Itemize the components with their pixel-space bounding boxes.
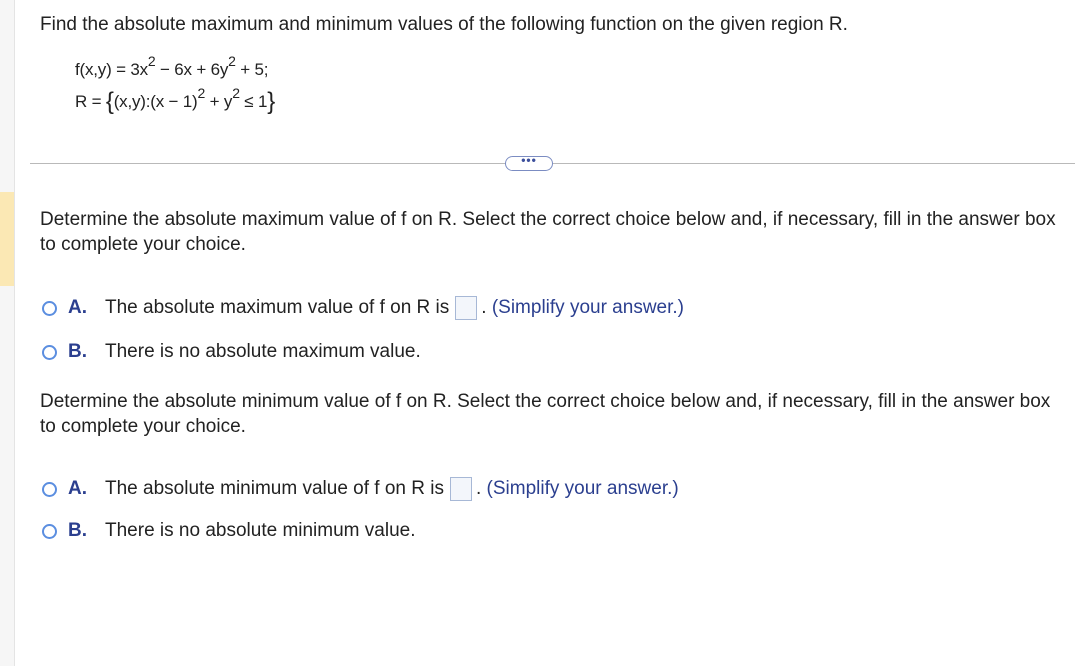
more-options-icon: ••• — [521, 153, 537, 167]
min-option-b[interactable] — [42, 518, 415, 544]
max-option-a-period: . — [481, 297, 487, 318]
function-exponent-1: 2 — [147, 53, 156, 69]
region-exponent-2: 2 — [232, 85, 240, 101]
question-text: Find the absolute maximum and minimum values of the following function on the given region R. — [40, 14, 848, 35]
function-rhs: + 5; — [235, 60, 269, 79]
min-option-a-text: The absolute minimum value of f on R is — [105, 478, 444, 499]
min-answer-box[interactable] — [450, 477, 472, 501]
region-exponent-1: 2 — [197, 85, 206, 101]
min-option-a-period: . — [476, 478, 482, 499]
radio-button-icon[interactable] — [42, 524, 57, 539]
min-prompt: Determine the absolute minimum value of f on R. Select the correct choice below and, if necessary, fill in the answer box to complete your choice. — [40, 391, 1051, 437]
radio-button-icon[interactable] — [42, 345, 57, 360]
function-mid: − 6x + 6y — [155, 60, 229, 79]
left-rail — [0, 0, 15, 666]
max-option-a-letter: A. — [68, 297, 87, 318]
min-option-a-hint-text: (Simplify your answer.) — [481, 478, 679, 499]
function-lhs: f(x,y) = 3x — [75, 60, 148, 79]
region-open-brace: { — [105, 88, 114, 115]
min-option-a-letter: A. — [68, 478, 87, 499]
more-options-button[interactable] — [505, 153, 553, 171]
max-option-a-hint — [481, 297, 684, 319]
min-option-a-hint — [476, 478, 679, 500]
function-exponent-2: 2 — [228, 53, 236, 69]
region-close-brace: } — [267, 88, 276, 115]
current-part-marker — [0, 192, 14, 286]
max-option-a[interactable] — [42, 295, 684, 321]
max-answer-box[interactable] — [455, 296, 477, 320]
min-option-a[interactable] — [42, 476, 679, 502]
max-option-a-text: The absolute maximum value of f on R is — [105, 297, 450, 318]
max-option-b-letter: B. — [68, 341, 87, 362]
function-definition — [75, 53, 269, 80]
radio-button-icon[interactable] — [42, 482, 57, 497]
max-option-b-text: There is no absolute maximum value. — [105, 341, 421, 362]
region-mid-2: + y — [205, 92, 233, 111]
radio-button-icon[interactable] — [42, 301, 57, 316]
region-mid-1: (x,y):(x − 1) — [113, 92, 198, 111]
max-prompt: Determine the absolute maximum value of f on R. Select the correct choice below and, if necessary, fill in the answer box to complete your choice. — [40, 209, 1056, 255]
min-option-b-letter: B. — [68, 520, 87, 541]
region-mid-3: ≤ 1 — [239, 92, 268, 111]
min-option-b-text: There is no absolute minimum value. — [105, 520, 416, 541]
region-definition — [75, 85, 276, 115]
max-option-b[interactable] — [42, 339, 421, 365]
max-option-a-hint-text: (Simplify your answer.) — [486, 297, 684, 318]
region-lhs: R = — [75, 92, 106, 111]
